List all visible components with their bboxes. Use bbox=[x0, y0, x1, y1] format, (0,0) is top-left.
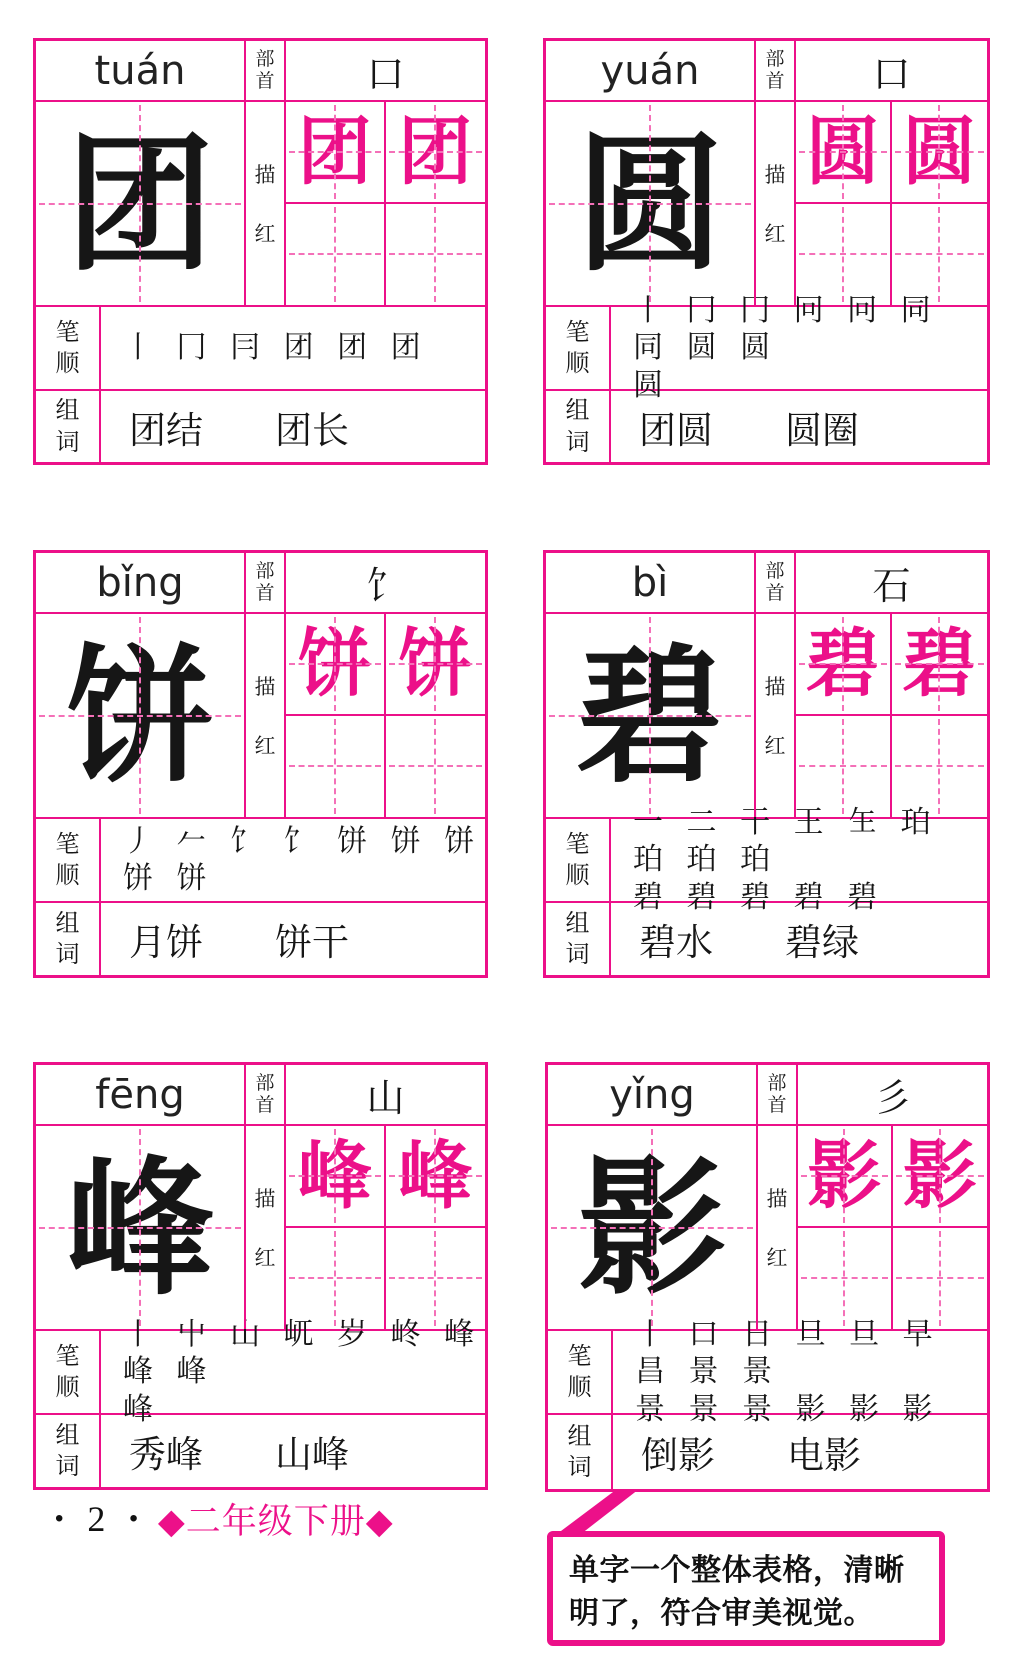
page-footer bbox=[55, 1496, 394, 1542]
card-main-row bbox=[546, 614, 987, 819]
card-main-row bbox=[36, 614, 485, 819]
words-row bbox=[546, 391, 987, 462]
pinyin-text: bì bbox=[631, 559, 669, 606]
guide-horizontal-dashed-line bbox=[895, 663, 985, 665]
pinyin-text: yuán bbox=[600, 47, 700, 94]
stroke-order-label-char-1: 笔 bbox=[55, 1341, 80, 1370]
trace-character: 团 bbox=[297, 108, 372, 195]
practice-cell-empty bbox=[796, 204, 892, 306]
radical-label bbox=[758, 1065, 798, 1124]
stroke-order-row bbox=[546, 292, 987, 403]
stroke-order-sequence bbox=[611, 292, 987, 403]
stroke-order-label-char-2: 顺 bbox=[55, 349, 80, 377]
stroke-order-label-char-2: 顺 bbox=[567, 1373, 592, 1401]
practice-cell bbox=[892, 614, 988, 716]
character-card-1 bbox=[33, 38, 488, 465]
radical-label-char-1: 部 bbox=[767, 1071, 787, 1094]
radical-label-char-1: 部 bbox=[765, 559, 785, 582]
character-card-5 bbox=[33, 1062, 488, 1490]
trace-label-char-1: 描 bbox=[254, 163, 276, 187]
practice-cell bbox=[893, 1126, 988, 1228]
main-character-cell bbox=[548, 1126, 758, 1329]
practice-cell-empty bbox=[892, 204, 988, 306]
words-label-char-2: 词 bbox=[55, 1452, 80, 1480]
card-header-row bbox=[548, 1065, 987, 1126]
words-row bbox=[36, 903, 485, 975]
pinyin-text: fēng bbox=[95, 1071, 185, 1118]
stroke-order-line-1: 丨 冂 冂 冋 冋 同 同 圆 圆 bbox=[633, 292, 938, 366]
guide-horizontal-dashed-line bbox=[389, 765, 483, 767]
pinyin-cell bbox=[546, 41, 756, 100]
radical-character: 山 bbox=[366, 1076, 405, 1120]
example-words bbox=[101, 391, 485, 462]
main-character: 圆 bbox=[576, 116, 724, 291]
radical-label-char-2: 首 bbox=[255, 581, 275, 604]
practice-cell-empty bbox=[892, 716, 988, 818]
radical-label-char-2: 首 bbox=[255, 1093, 275, 1116]
radical-label bbox=[246, 41, 286, 100]
trace-character: 碧 bbox=[902, 620, 977, 707]
guide-horizontal-dashed-line bbox=[289, 765, 381, 767]
practice-cell-empty bbox=[796, 716, 892, 818]
trace-label bbox=[758, 1126, 798, 1329]
practice-cell bbox=[798, 1126, 893, 1228]
stroke-order-label bbox=[546, 819, 611, 901]
card-header-row bbox=[36, 1065, 485, 1126]
example-word-2: 圆圈 bbox=[785, 408, 859, 452]
guide-horizontal-dashed-line bbox=[39, 1227, 241, 1229]
main-character: 碧 bbox=[576, 628, 724, 803]
trace-label-char-1: 描 bbox=[764, 163, 786, 187]
stroke-order-label bbox=[546, 307, 611, 389]
words-label bbox=[546, 391, 611, 462]
trace-label-char-1: 描 bbox=[766, 1187, 788, 1211]
stroke-order-line-2: 峰 bbox=[123, 1391, 160, 1427]
trace-character: 圆 bbox=[805, 108, 880, 195]
radical-label-char-2: 首 bbox=[255, 69, 275, 92]
example-word-2: 电影 bbox=[787, 1434, 861, 1477]
main-character-cell bbox=[546, 614, 756, 817]
radical-character: 石 bbox=[872, 564, 911, 608]
example-word-2: 碧绿 bbox=[785, 921, 859, 964]
trace-label bbox=[246, 1126, 286, 1329]
guide-horizontal-dashed-line bbox=[389, 253, 483, 255]
trace-character: 圆 bbox=[902, 108, 977, 195]
words-label bbox=[36, 903, 101, 975]
trace-label-char-1: 描 bbox=[764, 675, 786, 699]
words-row bbox=[36, 1415, 485, 1487]
stroke-order-sequence bbox=[101, 819, 485, 901]
stroke-order-sequence bbox=[613, 1316, 987, 1427]
radical-label-char-2: 首 bbox=[765, 581, 785, 604]
radical-cell bbox=[286, 1065, 485, 1124]
practice-cell bbox=[796, 614, 892, 716]
words-label-char-1: 组 bbox=[565, 396, 590, 425]
example-word-1: 团结 bbox=[129, 408, 203, 452]
stroke-order-label-char-2: 顺 bbox=[565, 349, 590, 377]
radical-character: 口 bbox=[366, 52, 405, 96]
trace-label-char-2: 红 bbox=[254, 1246, 276, 1270]
radical-label-char-1: 部 bbox=[765, 47, 785, 70]
radical-label-char-2: 首 bbox=[767, 1093, 787, 1116]
pinyin-cell bbox=[546, 553, 756, 612]
trace-character: 影 bbox=[902, 1132, 977, 1219]
stroke-order-label bbox=[36, 819, 101, 901]
guide-horizontal-dashed-line bbox=[549, 203, 751, 205]
words-label-char-1: 组 bbox=[55, 908, 80, 937]
radical-character: 饣 bbox=[366, 564, 405, 608]
example-word-1: 团圆 bbox=[639, 408, 713, 452]
example-word-1: 秀峰 bbox=[129, 1433, 203, 1476]
main-character-cell bbox=[36, 102, 246, 305]
character-card-4 bbox=[543, 550, 990, 978]
card-main-row bbox=[546, 102, 987, 307]
stroke-order-label bbox=[36, 1331, 101, 1413]
stroke-order-row bbox=[548, 1316, 987, 1427]
annotation-callout-box bbox=[547, 1531, 945, 1646]
stroke-order-line-1: 丿 𠂉 饣 饣 饼 饼 饼 饼 饼 bbox=[123, 823, 482, 896]
guide-horizontal-dashed-line bbox=[895, 253, 985, 255]
stroke-order-line-2: 碧 碧 碧 碧 碧 bbox=[633, 879, 885, 915]
practice-cell bbox=[386, 102, 486, 204]
radical-label-char-1: 部 bbox=[255, 1071, 275, 1094]
card-main-row bbox=[36, 1126, 485, 1331]
words-row bbox=[36, 391, 485, 462]
trace-character: 饼 bbox=[297, 620, 372, 707]
words-row bbox=[546, 903, 987, 975]
radical-cell bbox=[286, 41, 485, 100]
card-main-row bbox=[548, 1126, 987, 1331]
trace-label bbox=[756, 614, 796, 817]
card-header-row bbox=[36, 41, 485, 102]
guide-horizontal-dashed-line bbox=[551, 1227, 753, 1229]
radical-label bbox=[756, 41, 796, 100]
guide-horizontal-dashed-line bbox=[895, 151, 985, 153]
practice-cell-empty bbox=[386, 204, 486, 306]
pinyin-cell bbox=[36, 41, 246, 100]
trace-label-char-2: 红 bbox=[766, 1246, 788, 1270]
practice-cell bbox=[386, 1126, 486, 1228]
radical-character: 口 bbox=[872, 52, 911, 96]
guide-horizontal-dashed-line bbox=[289, 1277, 381, 1279]
practice-cell bbox=[286, 1126, 386, 1228]
tracing-practice-grid bbox=[286, 102, 485, 305]
guide-horizontal-dashed-line bbox=[801, 1277, 888, 1279]
words-label-char-2: 词 bbox=[565, 940, 590, 968]
trace-label bbox=[246, 614, 286, 817]
card-header-row bbox=[36, 553, 485, 614]
practice-cell-empty bbox=[286, 204, 386, 306]
trace-label-char-1: 描 bbox=[254, 1187, 276, 1211]
stroke-order-label-char-1: 笔 bbox=[565, 317, 590, 346]
example-words bbox=[613, 1415, 987, 1489]
radical-label bbox=[246, 553, 286, 612]
example-word-1: 倒影 bbox=[641, 1434, 715, 1477]
annotation-text: 单字一个整体表格，清晰明了，符合审美视觉。 bbox=[569, 1554, 905, 1630]
radical-character: 彡 bbox=[873, 1076, 912, 1120]
pinyin-cell bbox=[548, 1065, 758, 1124]
stroke-order-line-2: 圆 bbox=[633, 367, 670, 403]
pinyin-text: yǐng bbox=[609, 1071, 695, 1118]
main-character: 峰 bbox=[66, 1140, 214, 1315]
practice-cell-empty bbox=[386, 1228, 486, 1330]
guide-horizontal-dashed-line bbox=[289, 663, 381, 665]
guide-horizontal-dashed-line bbox=[39, 715, 241, 717]
radical-cell bbox=[798, 1065, 987, 1124]
footer-dot-right: • bbox=[129, 1505, 138, 1532]
example-word-1: 碧水 bbox=[639, 921, 713, 964]
words-label-char-1: 组 bbox=[567, 1421, 592, 1450]
radical-cell bbox=[796, 553, 987, 612]
stroke-order-line-1: 一 二 干 王 玍 珀 珀 珀 珀 bbox=[633, 804, 938, 878]
practice-cell-empty bbox=[798, 1228, 893, 1330]
character-card-2 bbox=[543, 38, 990, 465]
radical-label-char-1: 部 bbox=[255, 559, 275, 582]
trace-character: 峰 bbox=[398, 1132, 473, 1219]
practice-cell bbox=[892, 102, 988, 204]
card-header-row bbox=[546, 41, 987, 102]
stroke-order-label-char-1: 笔 bbox=[567, 1341, 592, 1370]
guide-horizontal-dashed-line bbox=[289, 253, 381, 255]
practice-cell-empty bbox=[286, 716, 386, 818]
words-label bbox=[36, 391, 101, 462]
practice-cell bbox=[286, 614, 386, 716]
stroke-order-sequence bbox=[611, 804, 987, 915]
card-header-row bbox=[546, 553, 987, 614]
practice-cell-empty bbox=[286, 1228, 386, 1330]
tracing-practice-grid bbox=[796, 614, 987, 817]
example-words bbox=[611, 391, 987, 462]
stroke-order-label-char-2: 顺 bbox=[55, 861, 80, 889]
example-words bbox=[611, 903, 987, 975]
practice-cell-empty bbox=[893, 1228, 988, 1330]
main-character: 饼 bbox=[66, 628, 214, 803]
trace-character: 碧 bbox=[805, 620, 880, 707]
guide-horizontal-dashed-line bbox=[896, 1175, 985, 1177]
example-word-2: 团长 bbox=[275, 408, 349, 452]
footer-dot-left: • bbox=[55, 1505, 64, 1532]
pinyin-text: tuán bbox=[94, 47, 186, 94]
trace-label-char-1: 描 bbox=[254, 675, 276, 699]
trace-label-char-2: 红 bbox=[254, 734, 276, 758]
main-character: 影 bbox=[578, 1140, 726, 1315]
trace-label-char-2: 红 bbox=[254, 222, 276, 246]
stroke-order-label-char-1: 笔 bbox=[55, 317, 80, 346]
words-label bbox=[548, 1415, 613, 1489]
guide-horizontal-dashed-line bbox=[549, 715, 751, 717]
example-word-1: 月饼 bbox=[129, 921, 203, 964]
stroke-order-label-char-1: 笔 bbox=[55, 829, 80, 858]
character-card-3 bbox=[33, 550, 488, 978]
words-label-char-2: 词 bbox=[55, 427, 80, 456]
main-character-cell bbox=[36, 614, 246, 817]
stroke-order-sequence bbox=[101, 1316, 485, 1427]
main-character-cell bbox=[36, 1126, 246, 1329]
guide-horizontal-dashed-line bbox=[389, 1277, 483, 1279]
card-main-row bbox=[36, 102, 485, 307]
guide-horizontal-dashed-line bbox=[289, 151, 381, 153]
stroke-order-label bbox=[548, 1331, 613, 1413]
words-label bbox=[546, 903, 611, 975]
trace-character: 团 bbox=[398, 108, 473, 195]
guide-horizontal-dashed-line bbox=[801, 1175, 888, 1177]
stroke-order-line-1: 丨 冂 冃 团 团 团 bbox=[123, 330, 428, 366]
stroke-order-sequence bbox=[101, 307, 485, 389]
main-character-cell bbox=[546, 102, 756, 305]
trace-label bbox=[246, 102, 286, 305]
tracing-practice-grid bbox=[798, 1126, 987, 1329]
trace-character: 峰 bbox=[297, 1132, 372, 1219]
words-label-char-1: 组 bbox=[55, 1420, 80, 1449]
guide-horizontal-dashed-line bbox=[799, 765, 887, 767]
radical-label-char-1: 部 bbox=[255, 47, 275, 70]
trace-character: 影 bbox=[807, 1132, 882, 1219]
series-title: ◆二年级下册◆ bbox=[157, 1502, 394, 1542]
words-label-char-2: 词 bbox=[567, 1453, 592, 1481]
words-row bbox=[548, 1415, 987, 1489]
guide-horizontal-dashed-line bbox=[799, 253, 887, 255]
stroke-order-row bbox=[36, 307, 485, 391]
tracing-practice-grid bbox=[796, 102, 987, 305]
radical-cell bbox=[796, 41, 987, 100]
trace-character: 饼 bbox=[398, 620, 473, 707]
example-word-2: 山峰 bbox=[275, 1433, 349, 1476]
radical-label bbox=[756, 553, 796, 612]
stroke-order-line-2: 景 景 景 影 影 影 bbox=[635, 1391, 940, 1427]
stroke-order-label-char-2: 顺 bbox=[55, 1373, 80, 1401]
main-character: 团 bbox=[66, 116, 214, 291]
trace-label-char-2: 红 bbox=[764, 734, 786, 758]
practice-cell bbox=[796, 102, 892, 204]
character-card-6 bbox=[545, 1062, 990, 1492]
pinyin-text: bǐng bbox=[96, 559, 184, 606]
pinyin-cell bbox=[36, 1065, 246, 1124]
stroke-order-row bbox=[36, 1316, 485, 1427]
practice-cell bbox=[286, 102, 386, 204]
stroke-order-line-1: 丨 屮 山 屼 岁 峂 峰 峰 峰 bbox=[123, 1316, 482, 1390]
radical-label-char-2: 首 bbox=[765, 69, 785, 92]
practice-cell-empty bbox=[386, 716, 486, 818]
example-words bbox=[101, 1415, 485, 1487]
tracing-practice-grid bbox=[286, 1126, 485, 1329]
words-label-char-1: 组 bbox=[565, 908, 590, 937]
radical-cell bbox=[286, 553, 485, 612]
radical-label bbox=[246, 1065, 286, 1124]
example-word-2: 饼干 bbox=[275, 921, 349, 964]
guide-horizontal-dashed-line bbox=[289, 1175, 381, 1177]
stroke-order-row bbox=[546, 804, 987, 915]
pinyin-cell bbox=[36, 553, 246, 612]
guide-horizontal-dashed-line bbox=[389, 151, 483, 153]
guide-horizontal-dashed-line bbox=[799, 663, 887, 665]
stroke-order-row bbox=[36, 819, 485, 903]
words-label-char-2: 词 bbox=[55, 940, 80, 968]
stroke-order-label bbox=[36, 307, 101, 389]
words-label-char-2: 词 bbox=[565, 427, 590, 456]
practice-cell bbox=[386, 614, 486, 716]
guide-horizontal-dashed-line bbox=[896, 1277, 985, 1279]
page-number: 2 bbox=[87, 1499, 106, 1539]
guide-horizontal-dashed-line bbox=[895, 765, 985, 767]
guide-horizontal-dashed-line bbox=[389, 663, 483, 665]
words-label-char-1: 组 bbox=[55, 396, 80, 425]
trace-label-char-2: 红 bbox=[764, 222, 786, 246]
stroke-order-line-1: 丨 口 日 旦 旦 早 昌 景 景 bbox=[635, 1316, 940, 1390]
trace-label bbox=[756, 102, 796, 305]
tracing-practice-grid bbox=[286, 614, 485, 817]
callout-connector-line bbox=[545, 1489, 655, 1537]
stroke-order-label-char-1: 笔 bbox=[565, 829, 590, 858]
words-label bbox=[36, 1415, 101, 1487]
guide-horizontal-dashed-line bbox=[389, 1175, 483, 1177]
example-words bbox=[101, 903, 485, 975]
guide-horizontal-dashed-line bbox=[39, 203, 241, 205]
guide-horizontal-dashed-line bbox=[799, 151, 887, 153]
stroke-order-label-char-2: 顺 bbox=[565, 861, 590, 889]
